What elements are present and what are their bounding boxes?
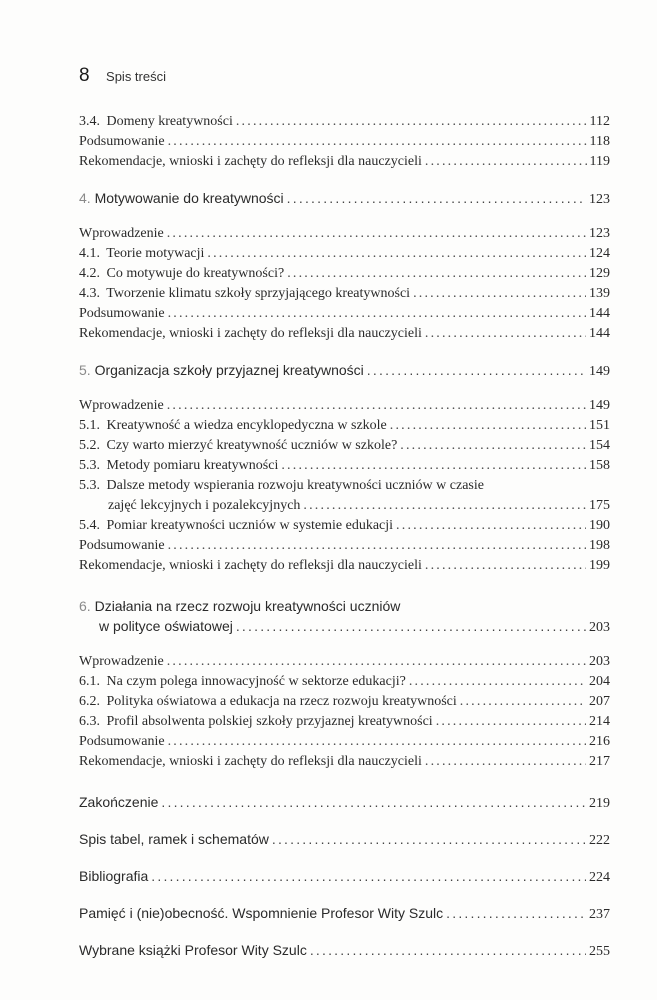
chapter-title-line2: w polityce oświatowej — [99, 618, 233, 634]
toc-entry[interactable] — [79, 674, 610, 690]
toc-entry[interactable] — [79, 458, 610, 474]
chapter-entry[interactable] — [79, 831, 610, 849]
chapter-number: 4. — [79, 190, 91, 206]
entry-title: Podsumowanie — [79, 306, 165, 321]
leader-dots — [409, 674, 586, 690]
section-number: 4.3. — [79, 286, 100, 301]
leader-dots — [236, 114, 587, 130]
page-ref: 198 — [589, 538, 610, 553]
chapter-number: 6. — [79, 598, 91, 614]
page-number: 8 — [79, 65, 90, 86]
section-number: 5.1. — [79, 418, 100, 433]
leader-dots — [287, 190, 586, 206]
section-number: 5.2. — [79, 438, 100, 453]
leader-dots — [167, 398, 586, 414]
page-ref: 207 — [589, 694, 610, 709]
entry-title: Podsumowanie — [79, 538, 165, 553]
page-ref: 123 — [589, 226, 610, 241]
chapter-title: Motywowanie do kreatywności — [94, 190, 284, 206]
entry-title: Domeny kreatywności — [106, 114, 233, 129]
page-ref: 149 — [589, 398, 610, 413]
page-ref: 219 — [589, 796, 610, 811]
page-ref: 144 — [589, 326, 610, 341]
page-ref: 124 — [589, 246, 610, 261]
entry-title-line1: Dalsze metody wspierania rozwoju kreatywności uczniów w czasie — [106, 478, 484, 493]
leader-dots — [168, 538, 586, 554]
section-number: 4.1. — [79, 246, 100, 261]
toc-entry[interactable] — [79, 418, 610, 434]
page-ref: 255 — [589, 944, 610, 959]
toc-entry[interactable] — [79, 498, 610, 514]
toc-entry[interactable] — [79, 754, 610, 770]
leader-dots — [413, 286, 586, 302]
entry-title: Czy warto mierzyć kreatywność uczniów w szkole? — [106, 438, 398, 453]
toc-entry[interactable] — [79, 326, 610, 342]
page-ref: 204 — [589, 674, 610, 689]
chapter-entry-first-line[interactable] — [79, 598, 400, 614]
entry-title: Co motywuje do kreatywności? — [106, 266, 285, 281]
leader-dots — [303, 498, 586, 514]
page-ref: 151 — [589, 418, 610, 433]
page-ref: 224 — [589, 870, 610, 885]
toc-entry[interactable] — [79, 114, 610, 130]
section-number: 4.2. — [79, 266, 100, 281]
section-number: 6.1. — [79, 674, 100, 689]
leader-dots — [168, 306, 586, 322]
entry-title: Rekomendacje, wnioski i zachęty do refleksji dla nauczycieli — [79, 754, 422, 769]
chapter-entry[interactable] — [79, 794, 610, 812]
toc-entry[interactable] — [79, 518, 610, 534]
chapter-title: Bibliografia — [79, 868, 149, 884]
chapter-title: Pamięć i (nie)obecność. Wspomnienie Profesor Wity Szulc — [79, 905, 444, 921]
leader-dots — [310, 942, 586, 958]
section-number: 5.3. — [79, 458, 100, 473]
entry-title: Kreatywność a wiedza encyklopedyczna w szkole — [106, 418, 387, 433]
page-ref: 203 — [589, 620, 610, 635]
running-header — [79, 65, 166, 87]
entry-title: Na czym polega innowacyjność w sektorze edukacji? — [106, 674, 406, 689]
entry-title: Rekomendacje, wnioski i zachęty do refleksji dla nauczycieli — [79, 558, 422, 573]
toc-entry[interactable] — [79, 246, 610, 262]
chapter-number: 5. — [79, 362, 91, 378]
toc-entry[interactable] — [79, 438, 610, 454]
chapter-title: Wybrane książki Profesor Wity Szulc — [79, 942, 307, 958]
leader-dots — [151, 868, 586, 884]
leader-dots — [425, 754, 586, 770]
leader-dots — [460, 694, 586, 710]
entry-title: Polityka oświatowa a edukacja na rzecz rozwoju kreatywności — [106, 694, 457, 709]
page-ref: 118 — [589, 134, 610, 149]
toc-entry[interactable] — [79, 154, 610, 170]
toc-entry[interactable] — [79, 694, 610, 710]
entry-title: Rekomendacje, wnioski i zachęty do refleksji dla nauczycieli — [79, 326, 422, 341]
running-title: Spis treści — [106, 69, 166, 84]
page-ref: 154 — [589, 438, 610, 453]
page-ref: 129 — [589, 266, 610, 281]
toc-entry[interactable] — [79, 538, 610, 554]
entry-title: Wprowadzenie — [79, 654, 164, 669]
entry-title: Wprowadzenie — [79, 398, 164, 413]
leader-dots — [390, 418, 586, 434]
leader-dots — [236, 618, 586, 634]
chapter-entry[interactable] — [79, 618, 610, 636]
page-ref: 144 — [589, 306, 610, 321]
toc-entry[interactable] — [79, 714, 610, 730]
page-ref: 190 — [589, 518, 610, 533]
entry-title: Metody pomiaru kreatywności — [106, 458, 279, 473]
leader-dots — [207, 246, 586, 262]
toc-entry[interactable] — [79, 398, 610, 414]
page-ref: 119 — [589, 154, 610, 169]
page-ref: 139 — [589, 286, 610, 301]
page-ref: 199 — [589, 558, 610, 573]
page-ref: 237 — [589, 907, 610, 922]
toc-entry[interactable] — [79, 306, 610, 322]
chapter-title-line1: Działania na rzecz rozwoju kreatywności uczniów — [94, 598, 401, 614]
toc-entry-first-line[interactable] — [79, 478, 484, 494]
leader-dots — [425, 326, 586, 342]
leader-dots — [446, 905, 586, 921]
leader-dots — [436, 714, 586, 730]
chapter-entry[interactable] — [79, 905, 610, 923]
page-ref: 214 — [589, 714, 610, 729]
chapter-entry[interactable] — [79, 868, 610, 886]
entry-title: Tworzenie klimatu szkoły sprzyjającego kreatywności — [106, 286, 411, 301]
page-ref: 112 — [589, 114, 610, 129]
toc-entry[interactable] — [79, 558, 610, 574]
leader-dots — [400, 438, 586, 454]
page-ref: 217 — [589, 754, 610, 769]
page-ref: 222 — [589, 833, 610, 848]
entry-title: Podsumowanie — [79, 734, 165, 749]
entry-title: Teorie motywacji — [106, 246, 205, 261]
leader-dots — [287, 266, 586, 282]
toc-entry[interactable] — [79, 734, 610, 750]
page-ref: 175 — [589, 498, 610, 513]
leader-dots — [161, 794, 586, 810]
section-number: 6.2. — [79, 694, 100, 709]
leader-dots — [168, 134, 587, 150]
toc-entry[interactable] — [79, 654, 610, 670]
entry-title: Rekomendacje, wnioski i zachęty do refleksji dla nauczycieli — [79, 154, 422, 169]
toc-entry[interactable] — [79, 286, 610, 302]
toc-entry[interactable] — [79, 134, 610, 150]
chapter-entry[interactable] — [79, 362, 610, 380]
entry-title: Profil absolwenta polskiej szkoły przyjaznej kreatywności — [106, 714, 433, 729]
leader-dots — [272, 831, 586, 847]
leader-dots — [367, 362, 586, 378]
leader-dots — [168, 734, 586, 750]
entry-title: Pomiar kreatywności uczniów w systemie edukacji — [106, 518, 394, 533]
leader-dots — [167, 654, 586, 670]
entry-title: Podsumowanie — [79, 134, 165, 149]
page-ref: 158 — [589, 458, 610, 473]
section-number: 5.3. — [79, 478, 100, 493]
chapter-title: Zakończenie — [79, 794, 159, 810]
entry-title: Wprowadzenie — [79, 226, 164, 241]
toc-entry[interactable] — [79, 226, 610, 242]
page-ref: 149 — [589, 364, 610, 379]
page-ref: 203 — [589, 654, 610, 669]
section-number: 6.3. — [79, 714, 100, 729]
chapter-title: Organizacja szkoły przyjaznej kreatywności — [94, 362, 364, 378]
chapter-entry[interactable] — [79, 942, 610, 960]
toc-entry[interactable] — [79, 266, 610, 282]
chapter-entry[interactable] — [79, 190, 610, 208]
leader-dots — [396, 518, 586, 534]
section-number: 5.4. — [79, 518, 100, 533]
page-ref: 216 — [589, 734, 610, 749]
entry-title-line2: zajęć lekcyjnych i pozalekcyjnych — [108, 498, 301, 513]
page-ref: 123 — [589, 192, 610, 207]
leader-dots — [281, 458, 586, 474]
chapter-title: Spis tabel, ramek i schematów — [79, 831, 269, 847]
section-number: 3.4. — [79, 114, 100, 129]
leader-dots — [167, 226, 586, 242]
leader-dots — [425, 558, 586, 574]
leader-dots — [425, 154, 587, 170]
